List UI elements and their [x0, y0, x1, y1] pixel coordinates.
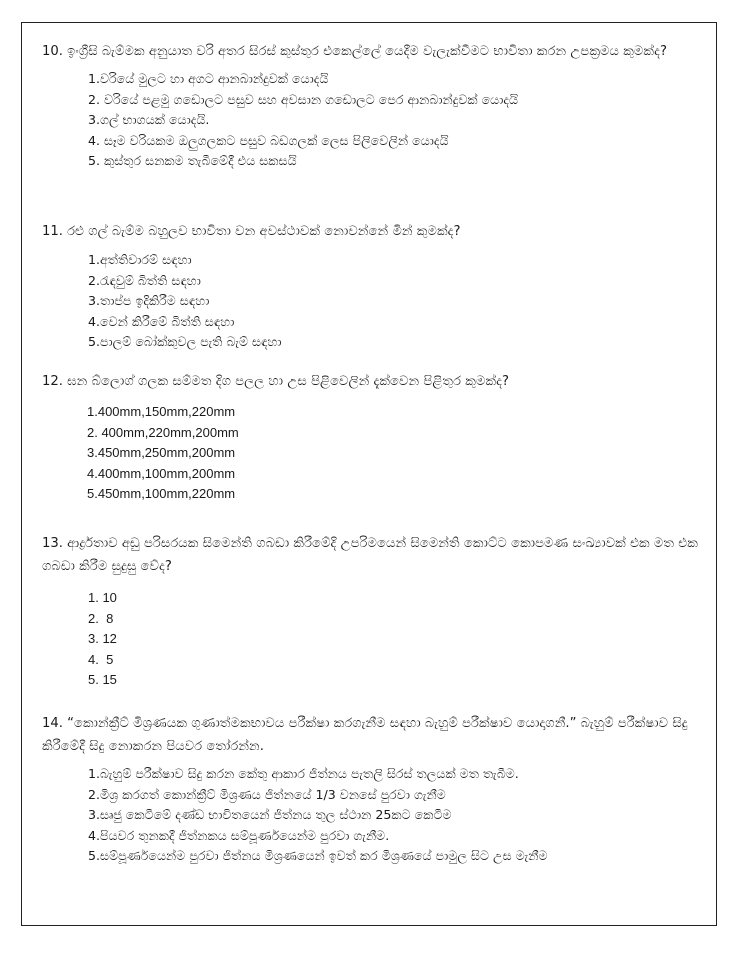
question-14	[42, 712, 706, 867]
option: 3.සෘජු කෙටීමේ දණ්ඩ භාවිතයෙන් ජිත්නය තුල ස්ථාන 25කට කෙටීම	[88, 807, 452, 822]
option: 1. 10	[88, 590, 117, 605]
option-list	[42, 402, 706, 505]
question-text: 11. රළු ගල් බැම්ම බහුලව භාවිතා වන අවස්ථාවක් නොවන්නේ මින් කුමක්ද?	[42, 224, 461, 239]
question-text: 13. ආර්ද්‍රතාව අඩු පරිසරයක සිමෙන්ති ගබඩා කිරීමේදි උපරිමයෙන් සිමෙන්ති කොට්ට කොපමණ සංඛ්‍යාවක් එක මත එක ගබඩා කිරීම සුදුසු වේද?	[42, 536, 698, 574]
option: 5.පාලම් බෝක්කුවල පැති බැම් සඳහා	[88, 334, 282, 349]
option: 4.පියවර තුනකදී ජිත්නකය සම්පූර්ණයෙන්ම පුරවා ගැනීම.	[88, 827, 390, 843]
question-12	[42, 370, 706, 505]
option-list	[42, 250, 706, 353]
question-10	[42, 40, 706, 172]
option-list	[42, 588, 706, 691]
option: 4.වෙන් කිරීමේ බිත්ති සඳහා	[88, 313, 235, 329]
option: 3.ගල් භාගයක් යොදයි.	[88, 112, 210, 127]
option: 4.400mm,100mm,200mm	[87, 465, 236, 481]
option: 2.රැඳවුම් බිත්ති සඳහා	[88, 272, 201, 288]
option: 3.තාප්ප ඉදිකිරීම සඳහා	[88, 293, 210, 308]
option: 1.400mm,150mm,220mm	[87, 404, 236, 419]
option: 2. වරියේ පළමු ගඩොලට පසුව සහ අවසාන ගඩොලට පෙර ආනබාන්දුවක් යොදයි	[88, 91, 519, 107]
option: 5.450mm,100mm,220mm	[87, 486, 236, 501]
option: 1.වරියේ මුලට හා අගට ආනබාන්දුවක් යොදයි	[88, 71, 329, 86]
option: 3.450mm,250mm,200mm	[87, 445, 236, 460]
question-text: 10. ඉංග්‍රීසි බැම්මක අනුයාත වරි අතර සිරස් කුස්තුර එකෙල්ලේ යෙදීම වැලැක්වීමට භාවිතා කරන උපක්‍රමය කුමක්ද?	[42, 44, 667, 59]
option: 1.අත්තිවාරම් සඳහා	[88, 252, 192, 267]
option-list	[42, 764, 706, 867]
question-13	[42, 532, 706, 691]
option: 5. 15	[88, 672, 117, 687]
option: 2.මිශ්‍ර කරගත් කොන්ක්‍රීට් මිශ්‍රණය ජිත්නයේ 1/3 වනසේ පුරවා ගැනීම	[88, 786, 446, 802]
option: 5.සම්පූර්ණයෙන්ම පුරවා ජිත්නය මිශ්‍රණයෙන් ඉවත් කර මිශ්‍රණයේ පාමුල සිට උස මැනීම	[88, 848, 548, 863]
option: 1.බැහුම් පරීක්ෂාව සිදු කරන කේතු ආකාර ජිත්නය පැතලි සිරස් තලයක් මත තැබීම.	[88, 766, 519, 781]
option: 3. 12	[88, 631, 117, 646]
option: 4. සෑම වරියකම ඔලුගලකට පසුව බඩගලක් ලෙස පිලිවෙලින් යොදයි	[88, 132, 449, 148]
question-text: 14. “කොන්ක්‍රීට් මිශ්‍රණයක ගුණාත්මකභාවය පරීක්ෂා කරගැනීම සඳහා බැහුම් පරීක්ෂාව යොදාගනී.” බැහුම් පරීක්ෂාව සිදු කිරීමේදී සිදු නොකරන පියවර තෝරන්න.	[42, 716, 688, 754]
question-text: 12. ඝන බ්ලොග් ගලක සම්මත දිග පලල හා උස පිළිවෙලින් දැක්වෙන පිළිතුර කුමක්ද?	[42, 374, 510, 389]
option-list	[42, 69, 706, 172]
option: 2. 8	[88, 610, 114, 626]
option: 5. කුස්තුර සනකම තැබීමේදී එය සකසයි	[88, 153, 297, 168]
option: 4. 5	[88, 651, 114, 667]
option: 2. 400mm,220mm,200mm	[87, 424, 239, 440]
question-11	[42, 220, 706, 353]
